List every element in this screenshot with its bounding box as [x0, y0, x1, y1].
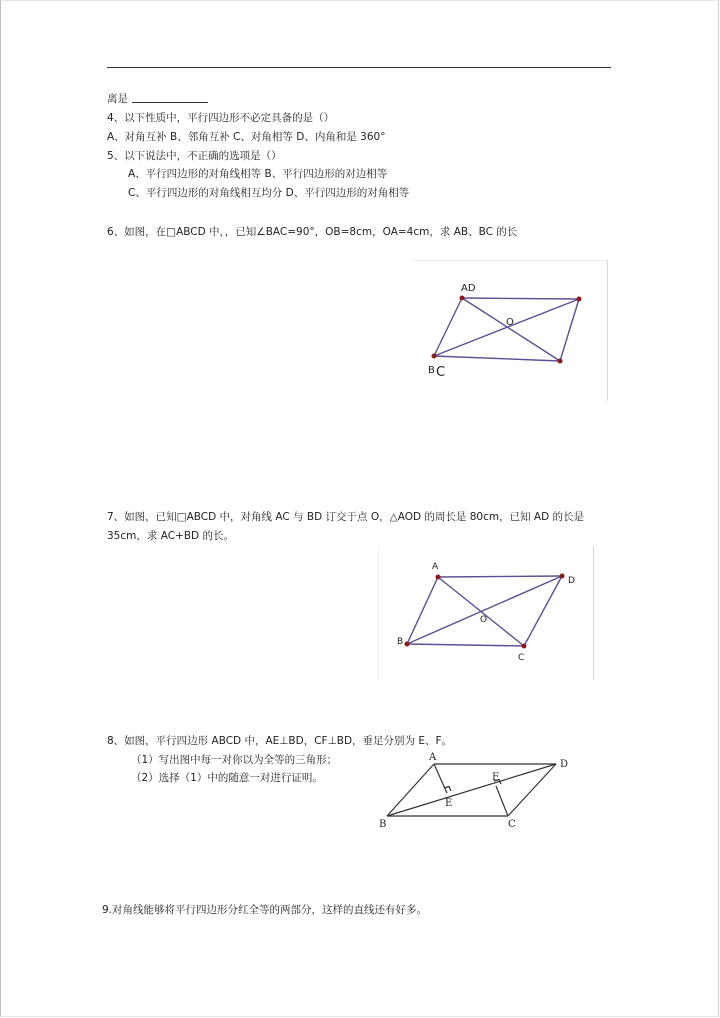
q6-point-a: [460, 296, 465, 301]
q8-label-c: C: [508, 819, 516, 830]
q8-label-e: E: [445, 798, 453, 809]
q3-tail-line: [107, 92, 208, 106]
q5-option-line-1: A、平行四边形的对角线相等 B、平行四边形的对边相等: [128, 168, 388, 180]
q7-label-a: A: [432, 562, 439, 572]
header-rule: [107, 67, 611, 68]
q7-label-c: C: [518, 653, 525, 663]
q7-label-b: B: [397, 637, 404, 647]
q7-parallelogram-diagram: [379, 546, 593, 680]
q8-segment-cf: [496, 786, 508, 816]
q7-point-c: [522, 644, 527, 649]
q7-side-ad: [438, 576, 562, 577]
q7-point-d: [560, 574, 565, 579]
q6-side-bottom: [434, 356, 560, 361]
q8-part-2: （2）选择（1）中的随意一对进行证明。: [131, 772, 323, 784]
q8-label-f: F: [492, 772, 499, 783]
q6-parallelogram-diagram: [411, 261, 607, 401]
answer-blank: [132, 92, 208, 103]
q4-stem: 4、以下性质中，平行四边形不必定具备的是（）: [107, 112, 335, 124]
q7-label-o: O: [480, 615, 488, 625]
q6-figure: [411, 260, 608, 401]
q7-diagonal-bd: [407, 576, 562, 644]
q8-figure: [372, 748, 576, 834]
q7-point-a: [436, 575, 441, 580]
q5-stem: 5、以下说法中，不正确的选项是（）: [107, 150, 282, 162]
q6-side-right: [560, 299, 579, 361]
q8-parallelogram-diagram: [372, 748, 576, 834]
q7-stem-line-2: 35cm，求 AC+BD 的长。: [107, 530, 234, 542]
q5-option-line-2: C、平行四边形的对角线相互均分 D、平行四边形的对角相等: [128, 187, 410, 199]
q7-side-ba: [407, 577, 438, 644]
q6-side-top: [462, 298, 579, 299]
q7-figure: [378, 546, 594, 680]
q6-label-c: C: [436, 365, 446, 380]
q7-stem-line-1: 7、如图，已知□ABCD 中，对角线 AC 与 BD 订交于点 O，△AOD 的周长是 80cm，已知 AD 的长是: [107, 511, 585, 523]
q6-point-c: [558, 359, 563, 364]
q7-label-d: D: [568, 576, 575, 586]
q8-segment-ae: [434, 764, 447, 793]
q7-side-dc: [524, 576, 562, 646]
q8-diagonal-bd: [387, 764, 556, 816]
q8-label-b: B: [379, 819, 387, 830]
q6-label-b: B: [428, 365, 435, 376]
q6-stem: 6、如图，在□ABCD 中，，已知∠BAC=90°，OB=8cm，OA=4cm，求 AB、BC 的长: [107, 226, 518, 238]
q9-text: 9.对角线能够将平行四边形分红全等的两部分，这样的直线还有好多。: [102, 904, 428, 916]
q8-label-a: A: [429, 752, 437, 763]
q6-point-b: [432, 354, 437, 359]
q6-point-d: [577, 297, 582, 302]
q8-label-d: D: [560, 759, 569, 770]
q8-stem: 8、如图，平行四边形 ABCD 中，AE⊥BD，CF⊥BD，垂足分别为 E、F。: [107, 735, 453, 747]
q7-point-b: [405, 642, 410, 647]
q6-diagonal-ac: [462, 298, 560, 361]
q8-part-1: （1）写出图中每一对你以为全等的三角形；: [131, 754, 338, 766]
q6-label-o: O: [506, 317, 514, 328]
q7-side-cb: [407, 644, 524, 646]
q6-label-ad: AD: [461, 283, 476, 294]
q3-tail-text: 离是: [107, 93, 128, 105]
q4-options: A、对角互补 B、邻角互补 C、对角相等 D、内角和是 360°: [107, 131, 386, 143]
